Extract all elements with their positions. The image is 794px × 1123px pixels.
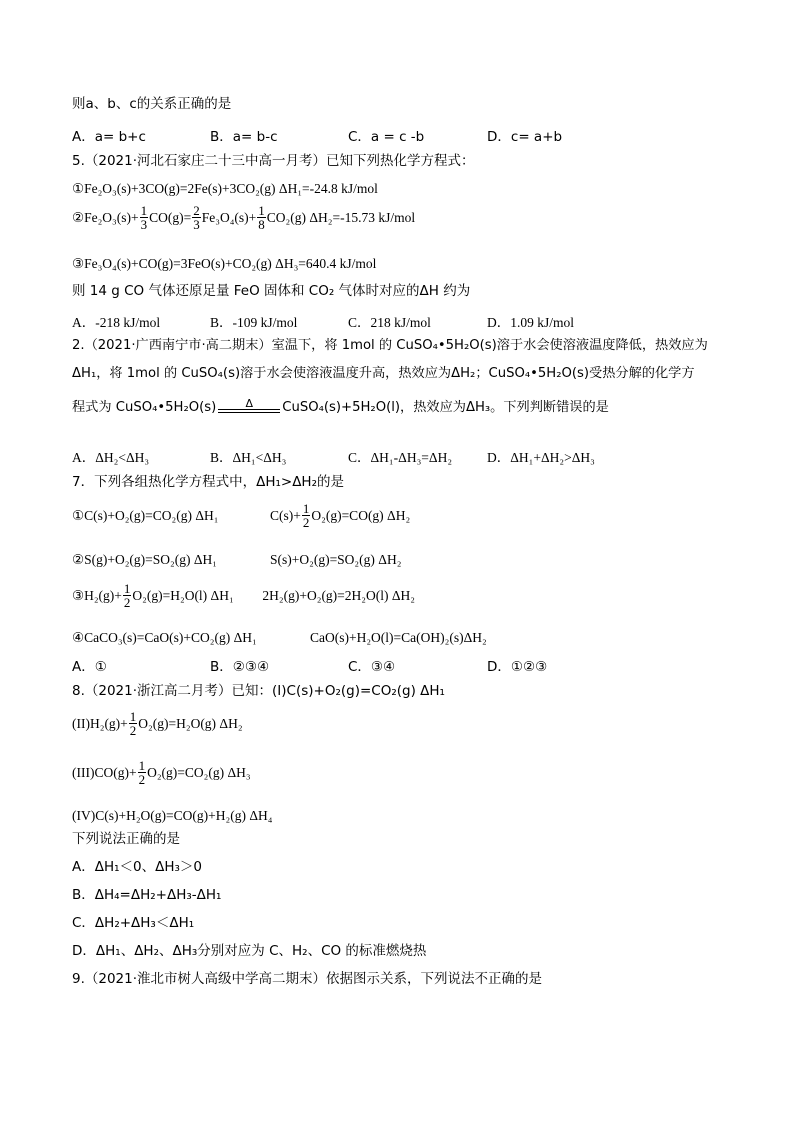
- q7-row-4: [72, 630, 487, 646]
- q8-eq2-part-a: (II)H₂(g)+: [72, 715, 128, 731]
- q7-row-3-fraction: [123, 582, 132, 609]
- heat-delta-symbol: Δ: [245, 397, 254, 410]
- q7-row-3-left-b: O₂(g)=H₂O(l) ΔH₁: [132, 587, 234, 603]
- q7-option-d: D．①②③: [487, 659, 548, 675]
- q8-option-a: A．ΔH₁＜0、ΔH₃＞0: [72, 859, 203, 875]
- q5-option-a: A．-218 kJ/mol: [72, 315, 161, 330]
- prev-option-d: D．c= a+b: [487, 129, 563, 145]
- q7-row-2-left: ②S(g)+O₂(g)=SO₂(g) ΔH₁: [72, 552, 217, 567]
- q7-row-3-left-a: ③H₂(g)+: [72, 587, 122, 603]
- fraction-denominator: 8: [258, 217, 265, 232]
- q8-ask: 下列说法正确的是: [72, 831, 180, 847]
- q2-option-a: A．ΔH₂<ΔH₃: [72, 450, 150, 465]
- fraction-numerator: 1: [140, 203, 148, 218]
- q7-row-1-left: ①C(s)+O₂(g)=CO₂(g) ΔH₁: [72, 507, 219, 523]
- q7-row-3-right: 2H₂(g)+O₂(g)=2H₂O(l) ΔH₂: [262, 587, 416, 603]
- q2-option-c: C．ΔH₁-ΔH₃=ΔH₂: [348, 450, 453, 465]
- fraction-denominator: 3: [140, 217, 148, 232]
- q2-line-2: ΔH₁，将 1mol 的 CuSO₄(s)溶于水会使溶液温度升高，热效应为ΔH₂；CuSO₄•5H₂O(s)受热分解的化学方: [72, 366, 695, 381]
- q7-row-1: [72, 502, 410, 529]
- q7-row-4-right: CaO(s)+H₂O(l)=Ca(OH)₂(s)ΔH₂: [310, 630, 487, 645]
- q5-option-c: C．218 kJ/mol: [348, 315, 431, 330]
- fraction-numerator: 2: [193, 203, 200, 218]
- q8-option-d: D．ΔH₁、ΔH₂、ΔH₃分别对应为 C、H₂、CO 的标准燃烧热: [72, 943, 427, 959]
- q8-eq2-fraction: [129, 710, 138, 737]
- fraction-denominator: 2: [123, 595, 131, 610]
- q8-eq3-part-b: O₂(g)=CO₂(g) ΔH₃: [147, 764, 251, 780]
- q7-row-1-fraction: [302, 502, 311, 529]
- q7-option-c: C．③④: [348, 659, 396, 675]
- q7-option-a: A．①: [72, 659, 107, 675]
- q8-option-b: B．ΔH₄=ΔH₂+ΔH₃-ΔH₁: [72, 887, 222, 903]
- q7-row-1-right-a: C(s)+: [270, 507, 301, 523]
- prev-option-b: B．a= b-c: [210, 129, 278, 145]
- fraction-numerator: 1: [138, 758, 146, 773]
- q2-line-3-part-a: 程式为 CuSO₄•5H₂O(s): [72, 400, 217, 415]
- fraction-numerator: 1: [123, 581, 131, 596]
- q5-ask: 则 14 g CO 气体还原足量 FeO 固体和 CO₂ 气体时对应的ΔH 约为: [72, 283, 471, 299]
- q8-equation-3: [72, 759, 251, 786]
- q8-eq3-part-a: (III)CO(g)+: [72, 764, 137, 780]
- fraction-numerator: 1: [302, 501, 310, 516]
- double-line-icon: [218, 409, 280, 413]
- fraction-denominator: 2: [129, 723, 137, 738]
- q2-line-3-part-b: CuSO₄(s)+5H₂O(l)，热效应为ΔH₃。下列判断错误的是: [282, 400, 609, 415]
- fraction-numerator: 1: [129, 709, 137, 724]
- q5-eq2-part-d: CO₂(g) ΔH₂=-15.73 kJ/mol: [266, 209, 416, 225]
- q5-stem: 5.（2021·河北石家庄二十三中高一月考）已知下列热化学方程式：: [72, 153, 475, 169]
- q5-equation-1: ①Fe₂O₃(s)+3CO(g)=2Fe(s)+3CO₂(g) ΔH₁=-24.8 kJ/mol: [72, 181, 378, 196]
- prev-option-c: C．a = c -b: [348, 129, 425, 145]
- q2-option-b: B．ΔH₁<ΔH₃: [210, 450, 287, 465]
- q5-eq2-fraction-1: [140, 204, 149, 231]
- q5-option-d: D．1.09 kJ/mol: [487, 315, 575, 330]
- q7-option-b: B．②③④: [210, 659, 270, 675]
- q5-equation-3: ③Fe₃O₄(s)+CO(g)=3FeO(s)+CO₂(g) ΔH₃=640.4 kJ/mol: [72, 256, 377, 271]
- q5-eq2-part-a: ②Fe₂O₃(s)+: [72, 209, 139, 225]
- q8-equation-2: [72, 710, 243, 737]
- q8-equation-4: (IV)C(s)+H₂O(g)=CO(g)+H₂(g) ΔH₄: [72, 808, 273, 823]
- q8-eq3-fraction: [138, 759, 147, 786]
- fraction-numerator: 1: [258, 203, 265, 218]
- q8-eq2-part-b: O₂(g)=H₂O(g) ΔH₂: [138, 715, 243, 731]
- q7-row-2-right: S(s)+O₂(g)=SO₂(g) ΔH₂: [270, 552, 402, 567]
- heat-condition-equals-sign: [218, 398, 280, 413]
- q7-row-4-left: ④CaCO₃(s)=CaO(s)+CO₂(g) ΔH₁: [72, 630, 257, 645]
- q2-line-1: 2.（2021·广西南宁市·高二期末）室温下，将 1mol 的 CuSO₄•5H₂O(s)溶于水会使溶液温度降低，热效应为: [72, 338, 708, 353]
- q7-row-2: [72, 552, 401, 568]
- q5-eq2-part-c: Fe₃O₄(s)+: [201, 209, 257, 225]
- q5-eq2-fraction-3: [257, 204, 266, 231]
- q8-option-c: C．ΔH₂+ΔH₃＜ΔH₁: [72, 915, 195, 931]
- q9-stem: 9.（2021·淮北市树人高级中学高二期末）依据图示关系，下列说法不正确的是: [72, 971, 543, 987]
- q2-option-d: D．ΔH₁+ΔH₂>ΔH₃: [487, 450, 595, 465]
- q7-row-1-right-b: O₂(g)=CO(g) ΔH₂: [311, 507, 411, 523]
- prev-option-a: A．a= b+c: [72, 129, 146, 145]
- q5-option-b: B．-109 kJ/mol: [210, 315, 298, 330]
- q5-eq2-part-b: CO(g)=: [149, 209, 192, 225]
- prev-question-stem: 则a、b、c的关系正确的是: [72, 96, 232, 112]
- fraction-denominator: 2: [138, 772, 146, 787]
- q5-eq2-fraction-2: [192, 204, 201, 231]
- fraction-denominator: 2: [302, 515, 310, 530]
- q8-stem: 8.（2021·浙江高二月考）已知：(I)C(s)+O₂(g)=CO₂(g) ΔH₁: [72, 683, 445, 699]
- q7-row-3: [72, 582, 415, 609]
- fraction-denominator: 3: [193, 217, 200, 232]
- q2-line-3: [72, 396, 609, 415]
- q7-stem: 7．下列各组热化学方程式中，ΔH₁>ΔH₂的是: [72, 474, 344, 490]
- q5-equation-2: [72, 204, 415, 231]
